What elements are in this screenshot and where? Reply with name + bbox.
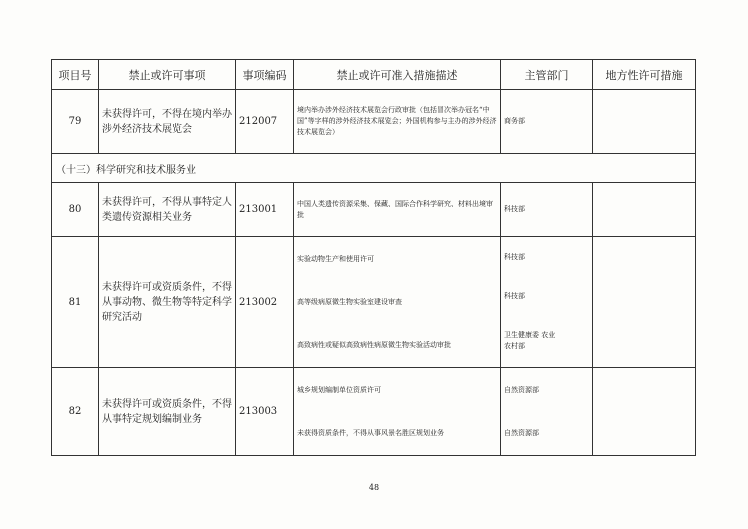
- row-81-department: 科技部: [504, 291, 525, 300]
- header-local-measures: 地方性许可措施: [593, 60, 696, 90]
- row-81-measure: 高致病性或疑似高致病性病原微生物实验活动审批: [297, 340, 451, 349]
- table-row-81: [52, 237, 696, 368]
- row-81-measure: 高等级病原微生物实验室建设审查: [297, 297, 402, 306]
- row-80-local-measures: [593, 183, 696, 237]
- header-measures: 禁止或许可准入措施描述: [294, 60, 501, 90]
- header-item-number: 项目号: [52, 60, 99, 90]
- row-79-department: 商务部: [501, 90, 593, 154]
- row-81-code: 213002: [236, 237, 294, 368]
- page-number: 48: [368, 483, 380, 492]
- row-81-departments: [501, 237, 593, 368]
- section-title: （十三）科学研究和技术服务业: [52, 154, 696, 183]
- row-82-number: 82: [52, 368, 99, 456]
- row-81-measures: [294, 237, 501, 368]
- table-row-79: [52, 90, 696, 154]
- row-82-department: 自然资源部: [504, 428, 539, 437]
- header-row: [52, 60, 696, 90]
- row-80-department: 科技部: [501, 183, 593, 237]
- header-item: 禁止或许可事项: [99, 60, 236, 90]
- row-82-measure: 未获得资质条件，不得从事风景名胜区规划业务: [297, 428, 444, 437]
- row-81-department: 科技部: [504, 252, 525, 261]
- row-82-code: 213003: [236, 368, 294, 456]
- row-82-measures: [294, 368, 501, 456]
- row-79-measure: 境内举办涉外经济技术展览会行政审批（包括冒次举办冠名“中国”等字样的涉外经济技术展览会；外国机构参与主办的涉外经济技术展览会）: [294, 90, 501, 154]
- row-81-item: 未获得许可或资质条件，不得从事动物、微生物等特定科学研究活动: [99, 237, 236, 368]
- row-80-code: 213001: [236, 183, 294, 237]
- row-82-local-measures: [593, 368, 696, 456]
- table-row-82: [52, 368, 696, 456]
- row-82-department: 自然资源部: [504, 385, 539, 394]
- row-79-local-measures: [593, 90, 696, 154]
- catalog-table: [51, 59, 696, 456]
- row-80-number: 80: [52, 183, 99, 237]
- row-80-measure: 中国人类遗传资源采集、保藏、国际合作科学研究、材料出境审批: [294, 183, 501, 237]
- row-81-number: 81: [52, 237, 99, 368]
- row-79-number: 79: [52, 90, 99, 154]
- row-81-local-measures: [593, 237, 696, 368]
- header-department: 主管部门: [501, 60, 593, 90]
- row-82-measure: 城乡规划编制单位资质许可: [297, 385, 381, 394]
- row-81-measure: 实验动物生产和使用许可: [297, 254, 374, 263]
- table-row-80: [52, 183, 696, 237]
- section-row: [52, 154, 696, 183]
- row-82-item: 未获得许可或资质条件，不得从事特定规划编制业务: [99, 368, 236, 456]
- row-79-item: 未获得许可，不得在境内举办涉外经济技术展览会: [99, 90, 236, 154]
- header-code: 事项编码: [236, 60, 294, 90]
- row-82-departments: [501, 368, 593, 456]
- row-79-code: 212007: [236, 90, 294, 154]
- row-80-item: 未获得许可，不得从事特定人类遗传资源相关业务: [99, 183, 236, 237]
- row-81-department: 卫生健康委 农业农村部: [504, 331, 556, 351]
